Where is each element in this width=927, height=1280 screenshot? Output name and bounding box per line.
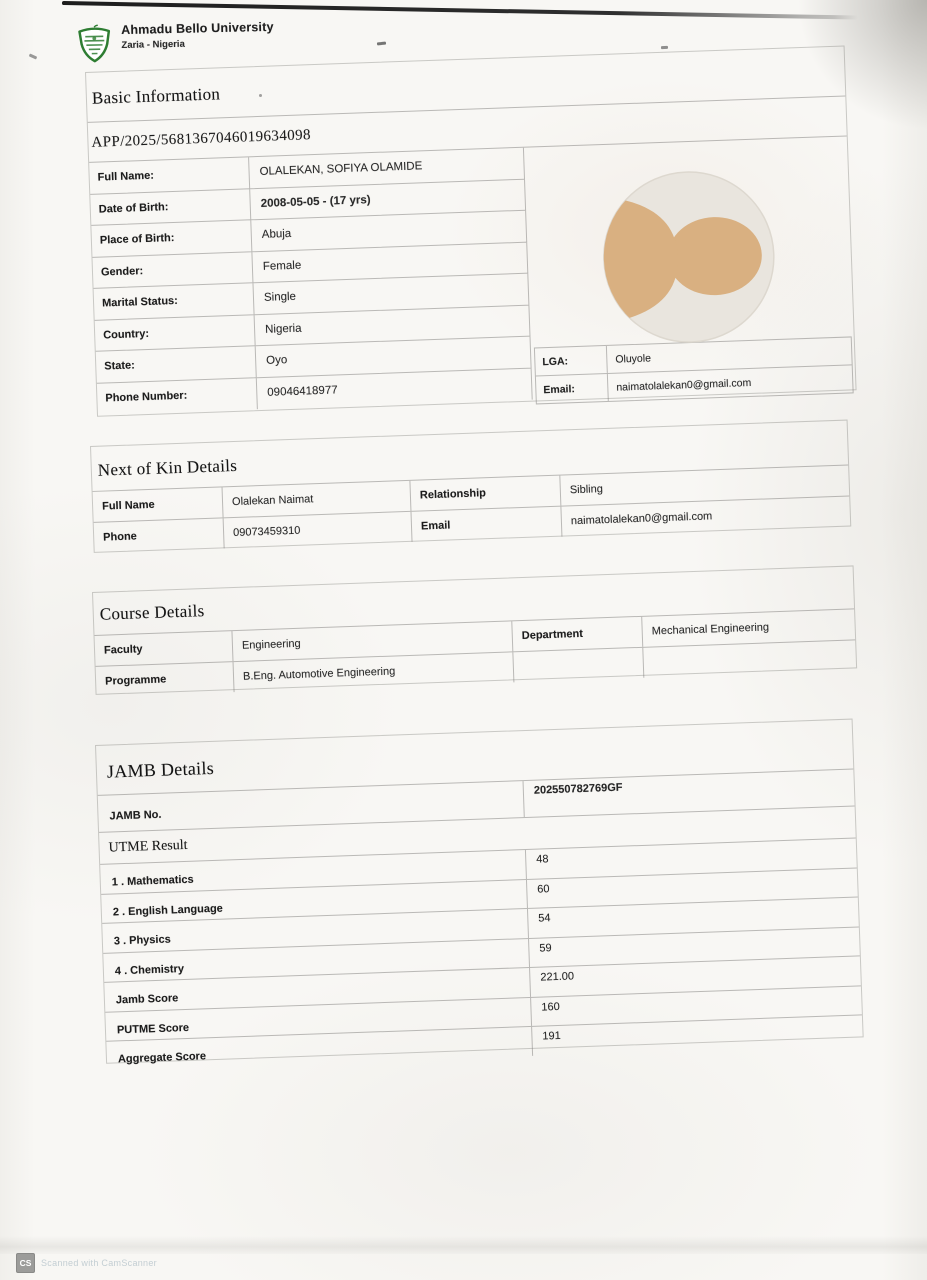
- score-label: PUTME Score: [116, 1021, 190, 1036]
- field-label: Phone: [94, 518, 225, 553]
- university-brand: [76, 20, 274, 69]
- empty-cell: [513, 648, 644, 683]
- score-label: Aggregate Score: [117, 1050, 207, 1066]
- field-label: Faculty: [95, 631, 234, 666]
- subject-label: 1 . Mathematics: [111, 873, 194, 889]
- lga-email-subtable: [534, 336, 854, 404]
- ink-speck: [377, 42, 386, 46]
- field-value: 09073459310: [224, 512, 413, 549]
- field-value: B.Eng. Automotive Engineering: [234, 652, 515, 692]
- camscanner-badge-icon: CS: [16, 1253, 35, 1273]
- university-name: Ahmadu Bello University: [120, 19, 274, 38]
- field-value: Engineering: [232, 621, 513, 661]
- field-value: naimatolalekan0@gmail.com: [570, 510, 713, 528]
- field-value: Mechanical Engineering: [651, 621, 770, 638]
- field-value: 202550782769GF: [523, 770, 855, 818]
- course-details-section: [92, 565, 857, 695]
- field-value: 2008-05-05 - (17 yrs): [250, 179, 526, 220]
- section-title: Basic Information: [86, 47, 845, 123]
- utme-result-subheader: UTME Result: [99, 807, 856, 865]
- field-label: JAMB No.: [109, 808, 162, 823]
- field-label: Full Name:: [89, 157, 250, 194]
- field-label: Country:: [95, 315, 256, 352]
- subject-label: 2 . English Language: [112, 902, 224, 918]
- subject-label: 4 . Chemistry: [114, 962, 185, 977]
- empty-cell: [643, 640, 856, 677]
- field-label: Email:: [536, 374, 609, 403]
- section-title: Course Details: [93, 566, 854, 635]
- field-value: Abuja: [251, 211, 527, 252]
- field-value: Single: [253, 274, 529, 315]
- field-label: Email: [411, 507, 562, 542]
- abu-crest-icon: [76, 23, 113, 69]
- field-label: Marital Status:: [94, 283, 255, 320]
- next-of-kin-section: [90, 420, 851, 553]
- score-label: Jamb Score: [115, 992, 179, 1007]
- field-value: Nigeria: [255, 305, 531, 346]
- camscanner-text: Scanned with CamScanner: [41, 1258, 157, 1268]
- field-value: Olalekan Naimat: [223, 481, 412, 518]
- field-label: Department: [512, 617, 643, 652]
- field-value: Female: [252, 242, 528, 283]
- field-value: Oluyole: [615, 351, 652, 366]
- ink-speck: [29, 54, 38, 60]
- brand-text: [121, 20, 274, 51]
- field-value: 09046418977: [257, 368, 533, 409]
- application-number: APP/2025/5681367046019634098: [88, 96, 847, 162]
- section-title: JAMB Details: [96, 720, 853, 796]
- field-label: Relationship: [410, 476, 561, 511]
- camscanner-watermark: [16, 1253, 157, 1273]
- field-label: Place of Birth:: [91, 220, 252, 257]
- bottom-scan-noise: [0, 1236, 927, 1254]
- field-label: Date of Birth:: [90, 189, 251, 226]
- field-value: OLALEKAN, SOFIYA OLAMIDE: [249, 148, 525, 189]
- subject-score: 48: [525, 839, 857, 879]
- jamb-details-section: [95, 719, 864, 1064]
- field-value: Oyo: [256, 337, 532, 378]
- subject-score: 54: [527, 897, 859, 937]
- ink-speck: [661, 46, 668, 49]
- field-value: naimatolalekan0@gmail.com: [616, 376, 752, 394]
- field-label: Full Name: [93, 487, 224, 522]
- field-label: Gender:: [92, 252, 253, 289]
- university-location: Zaria - Nigeria: [121, 38, 185, 52]
- page-top-edge-line: [62, 1, 858, 20]
- field-label: State:: [96, 346, 257, 383]
- score-value: 191: [531, 1015, 863, 1055]
- subject-score: 59: [528, 927, 860, 967]
- section-title: Next of Kin Details: [91, 421, 848, 492]
- field-value: Sibling: [569, 483, 604, 497]
- score-value: 160: [530, 986, 862, 1026]
- field-label: Programme: [96, 662, 235, 697]
- basic-information-section: [85, 45, 857, 416]
- applicant-photo: [600, 168, 778, 346]
- score-value: 221.00: [529, 956, 861, 996]
- field-label: LGA:: [535, 346, 608, 375]
- subject-label: 3 . Physics: [113, 933, 171, 948]
- field-label: Phone Number:: [97, 378, 258, 415]
- subject-score: 60: [526, 868, 858, 908]
